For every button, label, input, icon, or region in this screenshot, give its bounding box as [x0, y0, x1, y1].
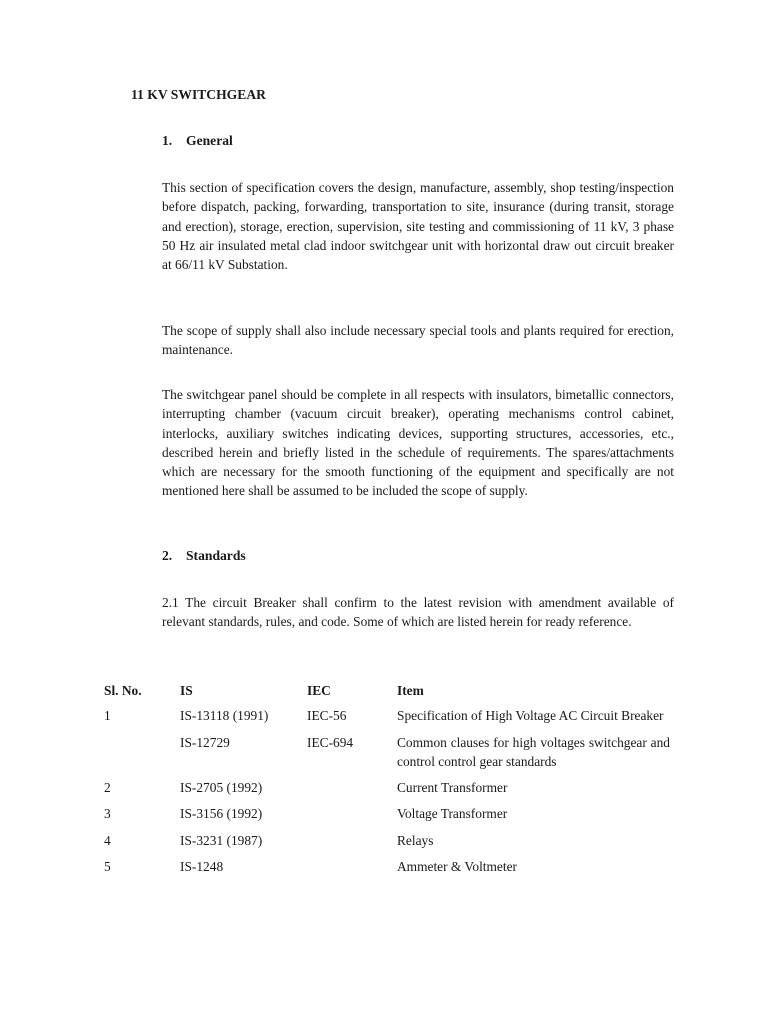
- cell-iec: [307, 831, 397, 857]
- cell-is: IS-1248: [180, 859, 224, 875]
- table-header-row: [104, 681, 670, 706]
- table-row: [104, 831, 670, 857]
- cell-sl-no: [104, 733, 180, 779]
- cell-item: Ammeter & Voltmeter: [397, 859, 517, 875]
- table-row: [104, 778, 670, 804]
- cell-item: Common clauses for high voltages switchgear and control control gear standards: [397, 734, 670, 769]
- paragraph-scope-of-specification: This section of specification covers the design, manufacture, assembly, shop testing/inspection before dispatch, packing, forwarding, transportation to site, insurance (during transit, storage and erection), storage, erection, supervision, site testing and commissioning of 11 kV, 3 phase 50 Hz air insulated metal clad indoor switchgear unit with horizontal draw out circuit breaker at 66/11 kV Substation.: [162, 180, 674, 273]
- cell-iec: [307, 857, 397, 883]
- table-row: [104, 733, 670, 779]
- section-number: 2.: [162, 548, 173, 563]
- table-row: [104, 804, 670, 830]
- cell-item: Relays: [397, 832, 434, 848]
- cell-iec: [307, 778, 397, 804]
- column-header-sl-no: Sl. No.: [104, 683, 142, 698]
- section-heading-general: [162, 133, 233, 149]
- section-number: 1.: [162, 133, 173, 148]
- cell-sl-no: 2: [104, 780, 111, 796]
- standards-table: [104, 681, 670, 883]
- cell-is: IS-3231 (1987): [180, 832, 263, 848]
- cell-sl-no: 5: [104, 859, 111, 875]
- cell-is: IS-13118 (1991): [180, 708, 269, 724]
- cell-sl-no: 1: [104, 708, 111, 724]
- section-title: Standards: [186, 548, 246, 563]
- table-row: [104, 857, 670, 883]
- cell-sl-no: 3: [104, 806, 111, 822]
- cell-item: Voltage Transformer: [397, 806, 508, 822]
- paragraph-standards-intro: 2.1 The circuit Breaker shall confirm to the latest revision with amendment available of relevant standards, rules, and code. Some of which are listed herein for ready reference.: [162, 595, 674, 630]
- section-title: General: [186, 133, 233, 148]
- cell-iec: IEC-56: [307, 708, 347, 724]
- document-title: 11 KV SWITCHGEAR: [131, 87, 266, 102]
- cell-iec: [307, 804, 397, 830]
- cell-sl-no: 4: [104, 832, 111, 848]
- section-heading-standards: [162, 548, 246, 564]
- cell-is: IS-2705 (1992): [180, 780, 263, 796]
- cell-item: Current Transformer: [397, 780, 508, 796]
- cell-is: IS-12729: [180, 734, 230, 750]
- paragraph-scope-of-supply: The scope of supply shall also include necessary special tools and plants required for erection, maintenance.: [162, 323, 674, 358]
- paragraph-panel-completeness: The switchgear panel should be complete in all respects with insulators, bimetallic connectors, interrupting chamber (vacuum circuit breaker), operating mechanisms control cabinet, interlocks, auxiliary switches indicating devices, supporting structures, accessories, etc., described herein and briefly listed in the schedule of requirements. The spares/attachments which are necessary for the smooth functioning of the equipment and specifically are not mentioned here shall be assumed to be included the scope of supply.: [162, 387, 674, 499]
- table-row: [104, 706, 670, 732]
- column-header-item: Item: [397, 683, 424, 698]
- cell-item: Specification of High Voltage AC Circuit Breaker: [397, 708, 664, 724]
- cell-iec: IEC-694: [307, 734, 354, 750]
- column-header-is: IS: [180, 683, 193, 698]
- column-header-iec: IEC: [307, 683, 331, 698]
- cell-is: IS-3156 (1992): [180, 806, 263, 822]
